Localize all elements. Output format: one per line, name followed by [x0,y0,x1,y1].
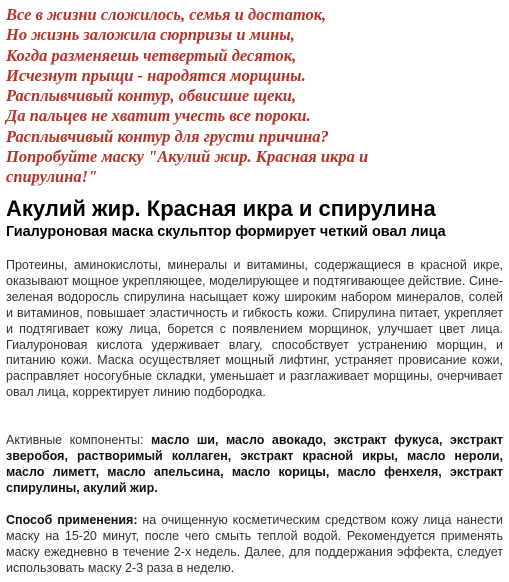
product-subtitle: Гиалуроновая маска скульптор формирует четкий овал лица [6,224,446,240]
poem-line: Попробуйте маску "Акулий жир. Красная икра и [6,147,369,167]
poem-line: Но жизнь заложила сюрпризы и мины, [6,25,295,45]
poem-line: спирулина!" [6,167,98,187]
intro-poem [6,5,506,188]
poem-line: Расплывчивый контур, обвисшие щеки, [6,86,297,106]
poem-line: Все в жизни сложилось, семья и достаток, [6,5,327,24]
poem-line: Расплывчивый контур для грусти причина? [6,126,329,146]
active-components-label: Активные компоненты: [6,433,151,447]
usage-instructions [6,513,503,577]
product-description: Протеины, аминокислоты, минералы и витамины, содержащиеся в красной икре, оказывают мощное укрепляющее, моделирующее и подтягивающее действие. Сине-зеленая водоросль спирулина насыщает кожу широким набором минералов, солей и витаминов, повышает эластичность и гибкость кожи. Спирулина питает, укрепляет и подтягивает кожу лица, борется с появлением морщинок, улучшает цвет лица. Гиалуроновая кислота удерживает влагу, способствует устранению морщин, и питанию кожи. Маска осуществляет мощный лифтинг, устраняет провисание кожи, расправляет носогубные складки, уменьшает и разглаживает морщины, очерчивает овал лица, корректирует линию подбородка. [6,258,503,400]
poem-line: Когда разменяешь четвертый десяток, [6,45,297,65]
usage-label: Способ применения: [6,513,138,527]
poem-line: Да пальцев не хватит учесть все пороки. [6,106,311,126]
usage-text: на очищенную косметическим средством кожу лица нанести маску на 15-20 минут, после чего смыть теплой водой. Рекомендуется применять маску ежедневно в течение 2-х недель. Далее, для поддержания эффекта, следует использовать маску 2-3 раза в неделю. [6,513,503,575]
product-title: Акулий жир. Красная икра и спирулина [6,196,436,221]
active-components [6,433,503,497]
active-components-list: масло ши, масло авокадо, экстракт фукуса, экстракт зверобоя, растворимый коллаген, экстракт красной икры, масло нероли, масло лиметт, масло апельсина, масло корицы, масло фенхеля, экстракт спирулины, акулий жир. [6,433,503,495]
poem-line: Исчезнут прыщи - народятся морщины. [6,65,306,85]
